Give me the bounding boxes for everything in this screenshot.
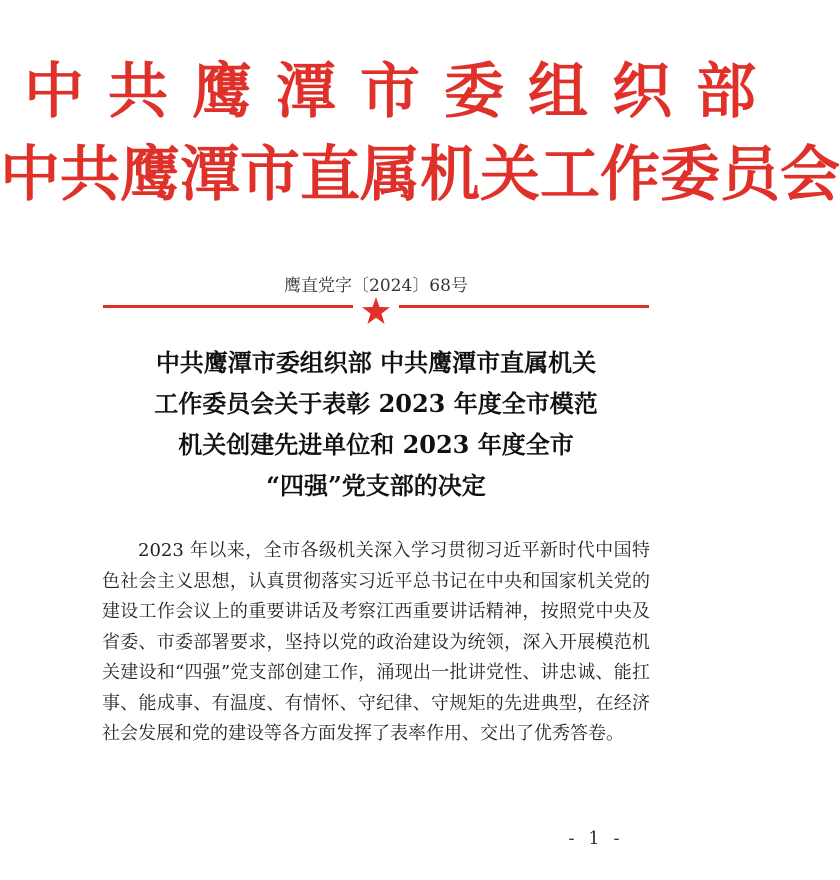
star-icon: [361, 297, 391, 325]
page-number: - 1 -: [568, 828, 624, 849]
issuer-header-line-1: 中共鹰潭市委组织部: [24, 57, 780, 127]
issuer-header-line-2: 中共鹰潭市直属机关工作委员会: [0, 140, 840, 210]
divider-rule-right: [399, 305, 649, 308]
divider-rule-left: [103, 305, 353, 308]
body-paragraph: 2023 年以来，全市各级机关深入学习贯彻习近平新时代中国特色社会主义思想，认真贯彻落实习近平总书记在中央和国家机关党的建设工作会议上的重要讲话及考察江西重要讲话精神，按照党中央及省委、市委部署要求，坚持以党的政治建设为统领，深入开展模范机关建设和“四强”党支部创建工作，涌现出一批讲党性、讲忠诚、能扛事、能成事、有温度、有情怀、守纪律、守规矩的先进典型，在经济社会发展和党的建设等各方面发挥了表率作用、交出了优秀答卷。: [102, 540, 650, 744]
document-title: [0, 342, 752, 506]
title-line: 工作委员会关于表彰 2023 年度全市模范: [154, 389, 598, 418]
red-divider: [103, 297, 649, 327]
title-line: 机关创建先进单位和 2023 年度全市: [178, 430, 574, 459]
title-line: 中共鹰潭市委组织部 中共鹰潭市直属机关: [155, 348, 597, 377]
document-number: 鹰直党字〔2024〕68号: [284, 276, 468, 296]
title-line: “四强”党支部的决定: [266, 471, 486, 500]
